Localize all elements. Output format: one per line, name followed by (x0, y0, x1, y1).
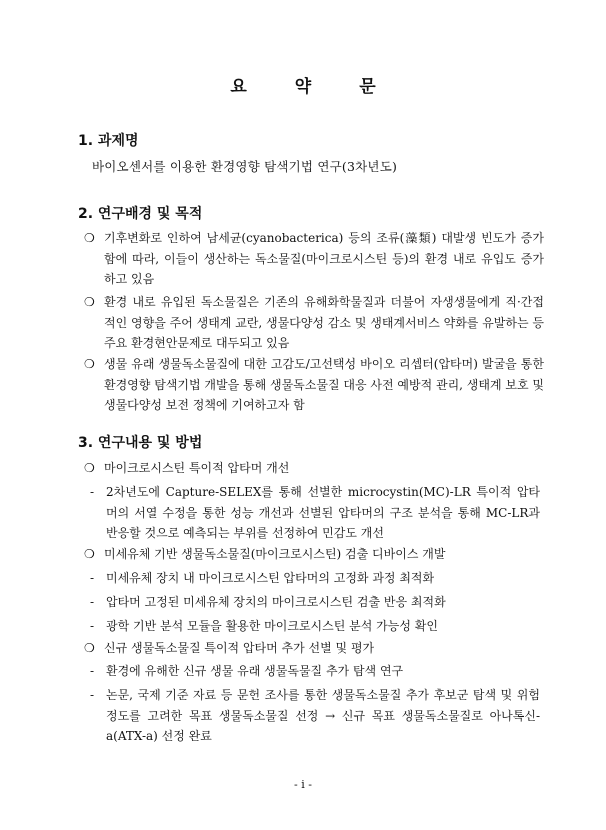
dash-text: 환경에 유해한 신규 생물 유래 생물독물질 추가 탐색 연구 (106, 664, 404, 678)
dash-marker: - (90, 571, 95, 585)
bullet-text: 마이크로시스틴 특이적 압타머 개선 (104, 461, 290, 475)
method-dash-4 (90, 616, 540, 637)
dash-text: 광학 기반 분석 모듈을 활용한 마이크로시스틴 분석 가능성 확인 (106, 619, 438, 633)
background-bullet-2 (84, 292, 544, 354)
page-number: - i - (294, 778, 312, 791)
method-dash-5 (90, 661, 540, 682)
method-bullet-2 (84, 544, 544, 565)
title-char: 요 (230, 77, 247, 97)
title-char: 문 (359, 77, 376, 97)
method-bullet-3 (84, 638, 544, 659)
dash-text: 논문, 국제 기준 자료 등 문헌 조사를 통한 생물독소물질 추가 후보군 탐색 및 위험 정도를 고려한 목표 생물독소물질 선정 → 신규 목표 생물독소물질로 아나톡신-a(ATX-a) 선정 완료 (106, 688, 540, 743)
method-dash-3 (90, 592, 540, 613)
dash-marker: - (90, 485, 95, 499)
bullet-circle-icon: ❍ (84, 641, 95, 655)
bullet-text: 미세유체 기반 생물독소물질(마이크로시스틴) 검출 디바이스 개발 (104, 547, 446, 561)
section-1-heading: 1. 과제명 (78, 133, 139, 149)
dash-marker: - (90, 688, 95, 702)
section-3-heading: 3. 연구내용 및 방법 (78, 435, 203, 451)
bullet-text: 신규 생물독소물질 특이적 압타머 추가 선별 및 평가 (104, 641, 375, 655)
bullet-circle-icon: ❍ (84, 295, 95, 309)
dash-marker: - (90, 664, 95, 678)
bullet-circle-icon: ❍ (84, 231, 95, 245)
bullet-text: 기후변화로 인하여 남세균(cyanobacterica) 등의 조류(藻類) 대발생 빈도가 증가함에 따라, 이들이 생산하는 독소물질(마이크로시스틴 등)의 환경 내로 유입도 증가하고 있음 (104, 231, 544, 286)
project-name: 바이오센서를 이용한 환경영향 탐색기법 연구(3차년도) (92, 159, 398, 174)
method-dash-2 (90, 568, 540, 589)
page-title (0, 72, 606, 97)
background-bullet-1 (84, 228, 544, 290)
bullet-text: 환경 내로 유입된 독소물질은 기존의 유해화학물질과 더불어 자생생물에게 직·간접적인 영향을 주어 생태계 교란, 생물다양성 감소 및 생태계서비스 약화를 유발하는 등 주요 환경현안문제로 대두되고 있음 (104, 295, 544, 350)
dash-text: 압타머 고정된 미세유체 장치의 마이크로시스틴 검출 반응 최적화 (106, 595, 446, 609)
section-2-heading: 2. 연구배경 및 목적 (78, 206, 203, 222)
method-dash-1 (90, 482, 540, 544)
dash-marker: - (90, 595, 95, 609)
bullet-circle-icon: ❍ (84, 357, 95, 371)
bullet-circle-icon: ❍ (84, 461, 95, 475)
method-dash-6 (90, 685, 540, 747)
bullet-text: 생물 유래 생물독소물질에 대한 고감도/고선택성 바이오 리셉터(압타머) 발굴을 통한 환경영향 탐색기법 개발을 통해 생물독소물질 대응 사전 예방적 관리, 생태계 보호 및 생물다양성 보전 정책에 기여하고자 함 (104, 357, 544, 412)
dash-marker: - (90, 619, 95, 633)
dash-text: 2차년도에 Capture-SELEX를 통해 선별한 microcystin(MC)-LR 특이적 압타머의 서열 수정을 통한 성능 개선과 선별된 압타머의 구조 분석을 통해 MC-LR과 반응할 것으로 예측되는 부위를 선정하여 민감도 개선 (106, 485, 540, 540)
bullet-circle-icon: ❍ (84, 547, 95, 561)
title-char: 약 (294, 77, 312, 97)
dash-text: 미세유체 장치 내 마이크로시스틴 압타머의 고정화 과정 최적화 (106, 571, 435, 585)
method-bullet-1 (84, 458, 544, 479)
background-bullet-3 (84, 354, 544, 416)
